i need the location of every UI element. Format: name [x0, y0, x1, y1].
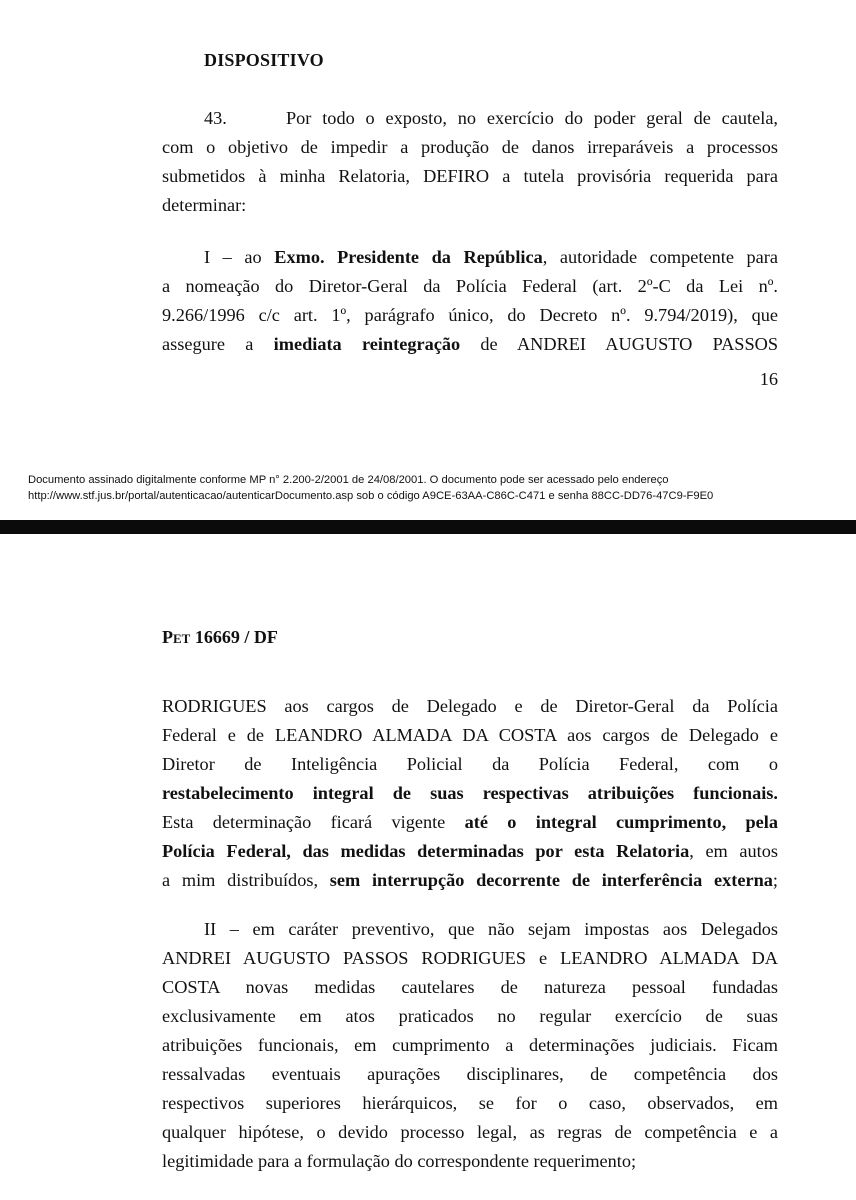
paragraph-line: RODRIGUES aos cargos de Delegado e de Diretor-Geral da Polícia	[162, 696, 778, 716]
paragraph-line: 9.266/1996 c/c art. 1º, parágrafo único, do Decreto nº. 9.794/2019), que	[162, 305, 778, 325]
signature-note-line: Documento assinado digitalmente conforme MP n° 2.200-2/2001 de 24/08/2001. O documento pode ser acessado pelo endereço	[28, 474, 669, 486]
paragraph-line: II – em caráter preventivo, que não sejam impostas aos Delegados	[204, 919, 778, 939]
page-number: 16	[759, 369, 778, 389]
digital-signature-note	[28, 472, 713, 504]
paragraph-line: a mim distribuídos, sem interrupção decorrente de interferência externa;	[162, 870, 778, 890]
paragraph-line: submetidos à minha Relatoria, DEFIRO a tutela provisória requerida para	[162, 166, 778, 186]
document-page-16	[0, 0, 856, 520]
paragraph-item-ii	[162, 915, 778, 1176]
paragraph-line: assegure a imediata reintegração de ANDREI AUGUSTO PASSOS	[162, 334, 778, 354]
bold-text: sem interrupção decorrente de interferência externa	[329, 870, 773, 890]
paragraph-continuation	[162, 692, 778, 895]
signature-note-url-line: http://www.stf.jus.br/portal/autenticacao/autenticarDocumento.asp sob o código A9CE-63AA-C86C-C471 e senha 88CC-DD76-47C9-F9E0	[28, 490, 714, 502]
case-header: Pet 16669 / DF	[162, 627, 278, 647]
paragraph-line: Esta determinação ficará vigente até o integral cumprimento, pela	[162, 812, 778, 832]
paragraph-43	[162, 104, 778, 220]
paragraph-line: determinar:	[162, 195, 247, 215]
paragraph-line: ANDREI AUGUSTO PASSOS RODRIGUES e LEANDRO ALMADA DA	[162, 948, 778, 968]
paragraph-line: I – ao Exmo. Presidente da República, autoridade competente para	[204, 247, 778, 267]
paragraph-item-i	[162, 243, 778, 359]
paragraph-line: atribuições funcionais, em cumprimento a determinações judiciais. Ficam	[162, 1035, 778, 1055]
paragraph-line: Diretor de Inteligência Policial da Polícia Federal, com o	[162, 754, 778, 774]
bold-text: Polícia Federal, das medidas determinadas por esta Relatoria	[162, 841, 690, 861]
paragraph-line: Polícia Federal, das medidas determinadas por esta Relatoria, em autos	[162, 841, 778, 861]
paragraph-line: legitimidade para a formulação do correspondente requerimento;	[162, 1151, 637, 1171]
paragraph-line: exclusivamente em atos praticados no regular exercício de suas	[162, 1006, 778, 1026]
paragraph-line: com o objetivo de impedir a produção de danos irreparáveis a processos	[162, 137, 778, 157]
paragraph-line: qualquer hipótese, o devido processo legal, as regras de competência e a	[162, 1122, 778, 1142]
bold-text: imediata reintegração	[273, 334, 461, 354]
document-page-17	[0, 534, 856, 1200]
paragraph-line: Federal e de LEANDRO ALMADA DA COSTA aos cargos de Delegado e	[162, 725, 778, 745]
paragraph-number: 43.	[204, 108, 227, 128]
bold-text: até o integral cumprimento, pela	[464, 812, 778, 832]
bold-text: Exmo. Presidente da República	[274, 247, 543, 267]
paragraph-line: 43. Por todo o exposto, no exercício do poder geral de cautela,	[162, 104, 778, 133]
page-separator	[0, 520, 856, 534]
paragraph-line-bold: restabelecimento integral de suas respectivas atribuições funcionais.	[162, 783, 778, 803]
section-heading: DISPOSITIVO	[204, 50, 324, 70]
paragraph-line: ressalvadas eventuais apurações disciplinares, de competência dos	[162, 1064, 778, 1084]
paragraph-line: a nomeação do Diretor-Geral da Polícia Federal (art. 2º-C da Lei nº.	[162, 276, 778, 296]
paragraph-line: respectivos superiores hierárquicos, se for o caso, observados, em	[162, 1093, 778, 1113]
paragraph-line: COSTA novas medidas cautelares de natureza pessoal fundadas	[162, 977, 778, 997]
